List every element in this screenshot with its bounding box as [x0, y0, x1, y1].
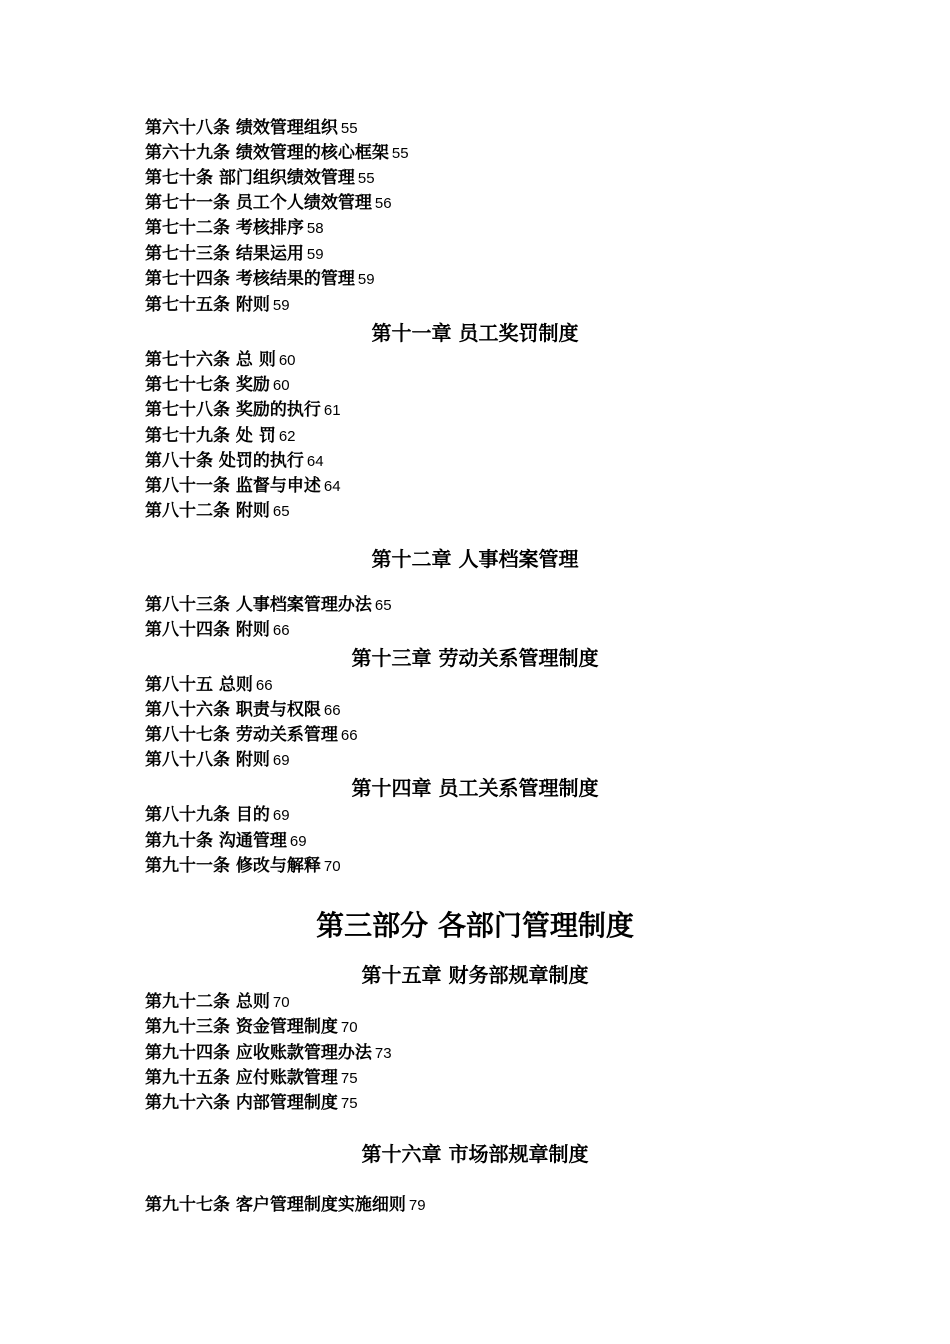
toc-entry-label: 第九十条 沟通管理: [145, 831, 287, 851]
toc-page-number: 58: [306, 220, 324, 237]
toc-page-number: 64: [306, 453, 324, 470]
toc-entry-label: 第九十一条 修改与解释: [145, 856, 321, 876]
toc-entry: [145, 1195, 426, 1216]
toc-entry-label: 第八十三条 人事档案管理办法: [145, 595, 372, 615]
toc-page-number: 56: [374, 195, 392, 212]
toc-entry: [145, 501, 290, 522]
toc-entry: [145, 675, 273, 696]
toc-entry: [145, 451, 324, 472]
toc-page-number: 70: [323, 858, 341, 875]
toc-entry: [145, 375, 290, 396]
toc-entry: [145, 295, 290, 316]
toc-entry: [145, 244, 324, 265]
toc-entry: [145, 476, 341, 497]
chapter-heading: 第十二章 人事档案管理: [371, 547, 579, 571]
toc-entry: [145, 168, 375, 189]
toc-entry-label: 第八十九条 目的: [145, 805, 270, 825]
toc-page-number: 75: [340, 1095, 358, 1112]
toc-page-number: 70: [340, 1019, 358, 1036]
toc-page-number: 60: [272, 377, 290, 394]
toc-entry-label: 第九十三条 资金管理制度: [145, 1017, 338, 1037]
toc-entry: [145, 831, 307, 852]
toc-page-number: 59: [272, 297, 290, 314]
toc-entry-label: 第八十五 总则: [145, 675, 253, 695]
chapter-heading: 第十五章 财务部规章制度: [361, 963, 589, 987]
toc-entry-label: 第八十七条 劳动关系管理: [145, 725, 338, 745]
toc-entry-label: 第九十四条 应收账款管理办法: [145, 1043, 372, 1063]
toc-page-number: 66: [340, 727, 358, 744]
chapter-heading: 第十六章 市场部规章制度: [361, 1142, 589, 1166]
toc-entry-label: 第六十八条 绩效管理组织: [145, 118, 338, 138]
toc-page-number: 64: [323, 478, 341, 495]
toc-entry-label: 第七十条 部门组织绩效管理: [145, 168, 355, 188]
part-heading: 第三部分 各部门管理制度: [316, 909, 634, 942]
toc-entry: [145, 400, 341, 421]
toc-entry: [145, 350, 296, 371]
toc-entry: [145, 595, 392, 616]
toc-entry-label: 第八十四条 附则: [145, 620, 270, 640]
toc-page-number: 59: [357, 271, 375, 288]
toc-entry: [145, 992, 290, 1013]
toc-entry-label: 第七十六条 总 则: [145, 350, 276, 370]
toc-page-number: 55: [391, 145, 409, 162]
toc-page-number: 70: [272, 994, 290, 1011]
toc-entry-label: 第七十九条 处 罚: [145, 426, 276, 446]
toc-page-number: 69: [272, 752, 290, 769]
toc-entry-label: 第七十二条 考核排序: [145, 218, 304, 238]
toc-entry: [145, 620, 290, 641]
toc-entry: [145, 118, 358, 139]
toc-page-number: 61: [323, 402, 341, 419]
toc-entry-label: 第九十五条 应付账款管理: [145, 1068, 338, 1088]
toc-entry-label: 第七十一条 员工个人绩效管理: [145, 193, 372, 213]
toc-entry-label: 第七十八条 奖励的执行: [145, 400, 321, 420]
toc-page-number: 75: [340, 1070, 358, 1087]
toc-entry-label: 第七十四条 考核结果的管理: [145, 269, 355, 289]
toc-entry: [145, 1017, 358, 1038]
toc-entry-label: 第八十六条 职责与权限: [145, 700, 321, 720]
toc-entry-label: 第九十六条 内部管理制度: [145, 1093, 338, 1113]
toc-entry: [145, 1068, 358, 1089]
toc-page-number: 69: [289, 833, 307, 850]
toc-entry: [145, 193, 392, 214]
toc-entry: [145, 218, 324, 239]
toc-entry: [145, 750, 290, 771]
toc-entry-label: 第六十九条 绩效管理的核心框架: [145, 143, 389, 163]
toc-page-number: 59: [306, 246, 324, 263]
toc-page-number: 60: [278, 352, 296, 369]
toc-page-number: 73: [374, 1045, 392, 1062]
toc-page-number: 79: [408, 1197, 426, 1214]
chapter-heading: 第十三章 劳动关系管理制度: [351, 646, 599, 670]
chapter-heading: 第十四章 员工关系管理制度: [351, 776, 599, 800]
toc-page-number: 69: [272, 807, 290, 824]
toc-entry: [145, 856, 341, 877]
toc-page-number: 65: [374, 597, 392, 614]
toc-entry-label: 第八十条 处罚的执行: [145, 451, 304, 471]
toc-entry: [145, 700, 341, 721]
toc-entry-label: 第七十三条 结果运用: [145, 244, 304, 264]
toc-entry-label: 第七十五条 附则: [145, 295, 270, 315]
toc-page-number: 65: [272, 503, 290, 520]
toc-entry: [145, 1043, 392, 1064]
toc-entry: [145, 1093, 358, 1114]
toc-entry-label: 第八十一条 监督与申述: [145, 476, 321, 496]
toc-page-number: 55: [340, 120, 358, 137]
toc-page-number: 62: [278, 428, 296, 445]
toc-page-number: 66: [255, 677, 273, 694]
toc-entry: [145, 805, 290, 826]
toc-entry-label: 第八十二条 附则: [145, 501, 270, 521]
toc-entry-label: 第八十八条 附则: [145, 750, 270, 770]
toc-entry: [145, 426, 296, 447]
toc-page-number: 66: [272, 622, 290, 639]
toc-entry-label: 第九十二条 总则: [145, 992, 270, 1012]
chapter-heading: 第十一章 员工奖罚制度: [371, 321, 579, 345]
toc-entry: [145, 725, 358, 746]
toc-entry: [145, 269, 375, 290]
toc-page-number: 55: [357, 170, 375, 187]
toc-entry-label: 第七十七条 奖励: [145, 375, 270, 395]
toc-entry-label: 第九十七条 客户管理制度实施细则: [145, 1195, 406, 1215]
toc-page-number: 66: [323, 702, 341, 719]
toc-entry: [145, 143, 409, 164]
